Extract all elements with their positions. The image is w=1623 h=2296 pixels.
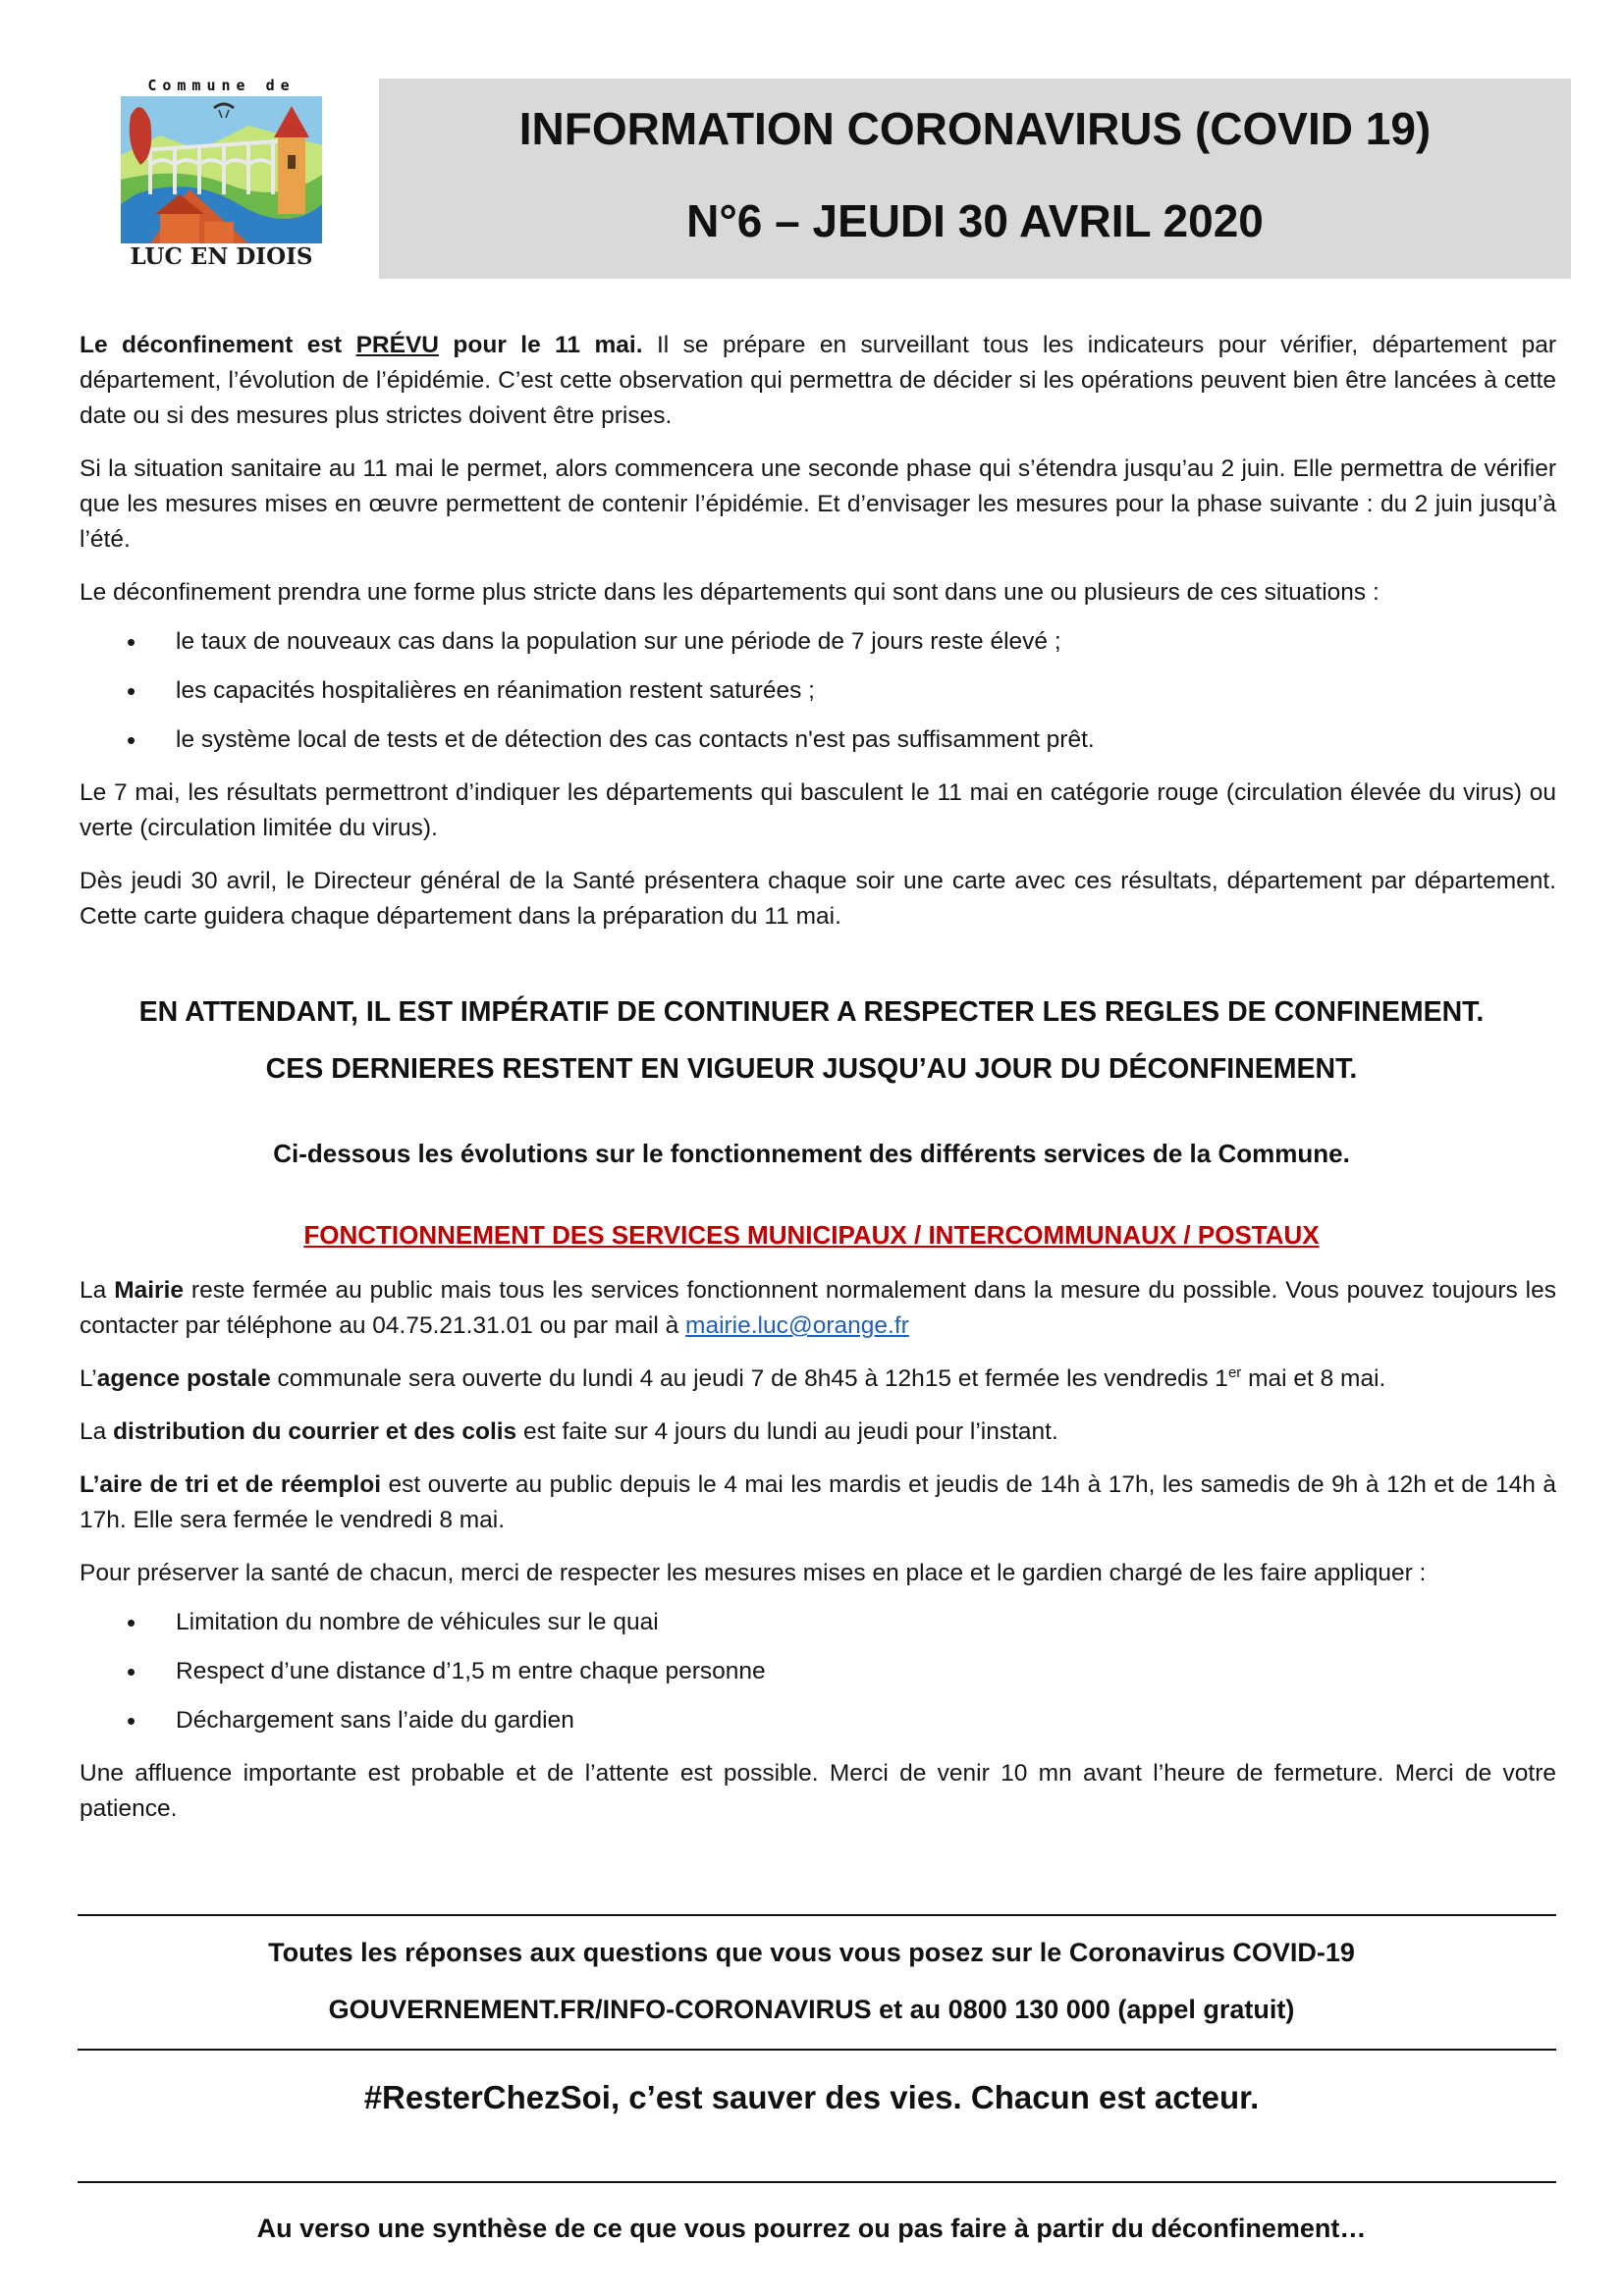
intro-section [80,328,1556,952]
divider [78,2049,1556,2051]
mairie-label: Mairie [114,1277,184,1304]
courrier-label: distribution du courrier et des colis [113,1418,517,1445]
list-item: • le système local de tests et de détection des cas contacts n'est pas suffisamment prêt. [80,722,1556,758]
commune-logo [121,75,322,271]
affluence-paragraph: Une affluence importante est probable et de l’attente est possible. Merci de venir 10 mn avant l’heure de fermeture. Merci de votre patience. [80,1760,1556,1822]
divider [78,2181,1556,2183]
poste-paragraph [80,1362,1556,1397]
services-section [80,1273,1556,1844]
intro-paragraph-5: Dès jeudi 30 avril, le Directeur général de la Santé présentera chaque soir une carte avec ces résultats, département par département. Cette carte guidera chaque département dans la préparation du 11 mai. [80,868,1556,930]
logo-bottom-text: LUC EN DIOIS [130,243,313,270]
list-item: • Limitation du nombre de véhicules sur le quai [80,1605,1556,1640]
village-illustration-icon [121,96,322,243]
page-subtitle: N°6 – JEUDI 30 AVRIL 2020 [686,195,1264,246]
tri-text: est ouverte au public depuis le 4 mai les mardis et jeudis de 14h à 17h, les samedis de 9h à 12h et de 14h à 17h. Elle sera fermée le vendredi 8 mai. [80,1471,1556,1533]
rules-list [80,1605,1556,1738]
services-intro: Ci-dessous les évolutions sur le fonctionnement des différents services de la Commune. [273,1139,1350,1168]
page-title: INFORMATION CORONAVIRUS (COVID 19) [518,103,1432,154]
warning-line-1: EN ATTENDANT, IL EST IMPÉRATIF DE CONTINUER A RESPECTER LES REGLES DE CONFINEMENT. [138,996,1485,1028]
poste-prefix: L’ [80,1365,97,1392]
info-line-2: GOUVERNEMENT.FR/INFO-CORONAVIRUS et au 0800 130 000 (appel gratuit) [328,1995,1295,2024]
intro-paragraph-3: Le déconfinement prendra une forme plus stricte dans les départements qui sont dans une ou plusieurs de ces situations : [80,579,1380,606]
poste-label: agence postale [96,1365,271,1392]
warning-line-2: CES DERNIERES RESTENT EN VIGUEUR JUSQU’AU JOUR DU DÉCONFINEMENT. [265,1053,1358,1085]
section-title: FONCTIONNEMENT DES SERVICES MUNICIPAUX / INTERCOMMUNAUX / POSTAUX [303,1220,1320,1250]
intro-paragraph-2: Si la situation sanitaire au 11 mai le permet, alors commencera une seconde phase qui s’étendra jusqu’au 2 juin. Elle permettra de vérifier que les mesures mises en œuvre permettent de contenir l’épidémie. Et d’envisager les mesures pour la phase suivante : du 2 juin jusqu’à l’été. [80,455,1556,553]
list-item: • Respect d’une distance d’1,5 m entre chaque personne [80,1654,1556,1689]
poste-text: communale sera ouverte du lundi 4 au jeudi 7 de 8h45 à 12h15 et fermée les vendredis 1 [270,1365,1228,1392]
courrier-prefix: La [80,1418,114,1445]
mairie-email-link[interactable]: mairie.luc@orange.fr [685,1312,909,1339]
courrier-paragraph [80,1415,1556,1450]
slogan: #ResterChezSoi, c’est sauver des vies. Chacun est acteur. [363,2079,1260,2115]
intro-bold-underlined: PRÉVU [355,332,439,358]
mairie-prefix: La [80,1277,115,1304]
list-item: • le taux de nouveaux cas dans la population sur une période de 7 jours reste élevé ; [80,624,1556,660]
logo-top-text: Commune de [147,77,296,94]
poste-text-end: mai et 8 mai. [1241,1365,1386,1392]
poste-superscript: er [1227,1363,1242,1381]
intro-paragraph-1 [80,328,1556,434]
info-line-1: Toutes les réponses aux questions que vous vous posez sur le Coronavirus COVID-19 [268,1938,1355,1967]
courrier-text: est faite sur 4 jours du lundi au jeudi pour l’instant. [516,1418,1058,1445]
mairie-paragraph [80,1273,1556,1344]
list-item: • Déchargement sans l’aide du gardien [80,1703,1556,1738]
tri-paragraph [80,1468,1556,1538]
verso-note: Au verso une synthèse de ce que vous pourrez ou pas faire à partir du déconfinement… [256,2214,1367,2243]
intro-paragraph-1-text: Il se prépare en surveillant tous les indicateurs pour vérifier, département par département, l’évolution de l’épidémie. C’est cette observation qui permettra de décider si les opérations peuvent bien être lancées à cette date ou si des mesures plus strictes doivent être prises. [80,332,1556,429]
sante-paragraph: Pour préserver la santé de chacun, merci de respecter les mesures mises en place et le gardien chargé de les faire appliquer : [80,1560,1427,1586]
criteria-list [80,624,1556,758]
title-banner [379,79,1571,279]
intro-bold-date: pour le 11 mai. [438,332,643,358]
intro-bold-lead: Le déconfinement est [80,332,356,358]
divider [78,1914,1556,1916]
intro-paragraph-4: Le 7 mai, les résultats permettront d’indiquer les départements qui basculent le 11 mai en catégorie rouge (circulation élevée du virus) ou verte (circulation limitée du virus). [80,779,1556,841]
tri-label: L’aire de tri et de réemploi [80,1471,381,1498]
list-item: • les capacités hospitalières en réanimation restent saturées ; [80,673,1556,709]
mairie-text: reste fermée au public mais tous les services fonctionnent normalement dans la mesure du possible. Vous pouvez toujours les contacter par téléphone au 04.75.21.31.01 ou par mail à [80,1277,1557,1339]
